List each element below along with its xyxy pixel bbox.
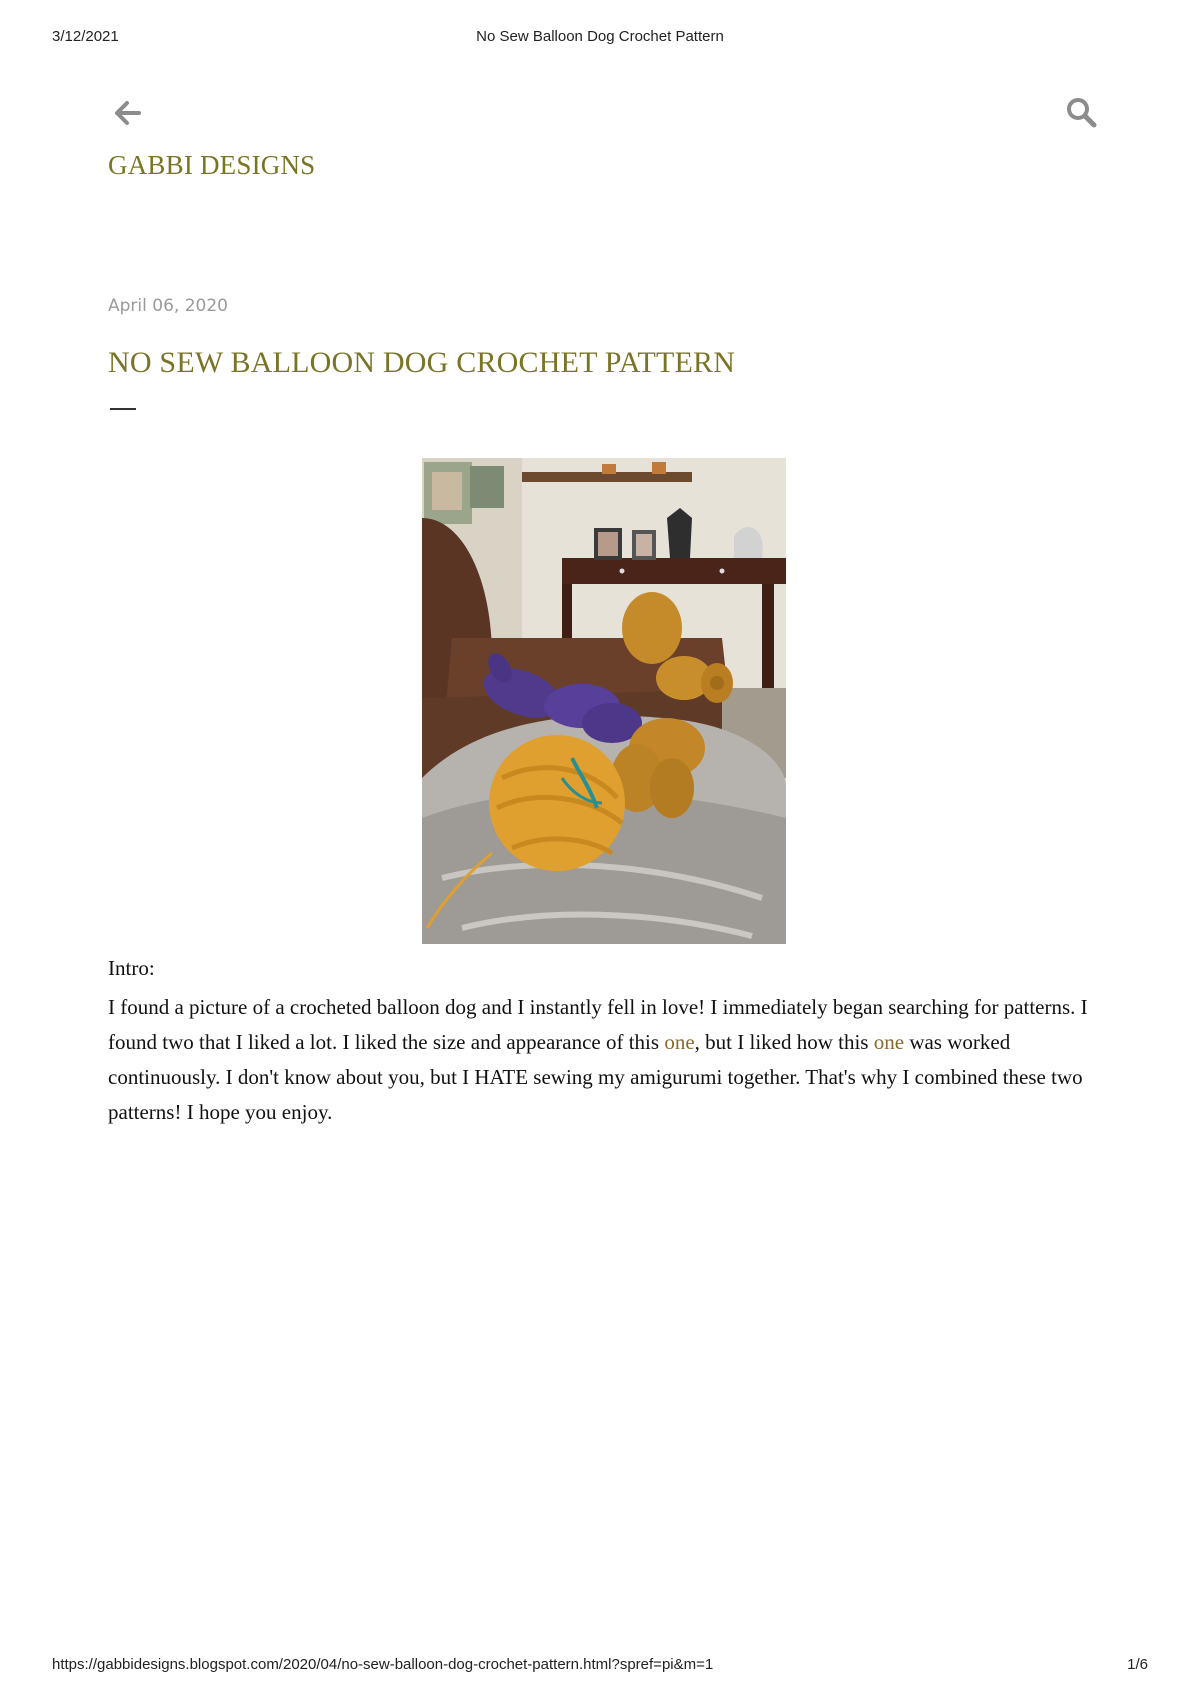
intro-paragraph xyxy=(108,990,1100,1130)
intro-text-part1: I found a picture of a crocheted balloon dog and I instantly fell in love! I immediately began searching for patterns. I found two that I liked a lot. I liked the size and appearance of this xyxy=(108,995,1088,1054)
balloon-dog-photo-illustration xyxy=(422,458,786,944)
pattern-link-2[interactable]: one xyxy=(873,1030,905,1054)
arrow-left-icon xyxy=(110,96,144,130)
site-title[interactable]: GABBI DESIGNS xyxy=(108,150,316,180)
print-url: https://gabbidesigns.blogspot.com/2020/04/no-sew-balloon-dog-crochet-pattern.html?spref=pi&m=1 xyxy=(52,1656,714,1673)
print-header xyxy=(0,28,1200,48)
intro-text-part3: was worked continuously. I don't know about you, but I HATE sewing my amigurumi together. That's why I combined these two patterns! I hope you enjoy. xyxy=(108,1030,1083,1124)
print-page-title: No Sew Balloon Dog Crochet Pattern xyxy=(476,28,724,45)
print-footer xyxy=(0,1656,1200,1676)
search-button[interactable] xyxy=(1065,96,1099,130)
title-divider xyxy=(110,408,136,410)
intro-label: Intro: xyxy=(108,956,155,980)
post-date: April 06, 2020 xyxy=(108,296,228,316)
back-button[interactable] xyxy=(110,96,144,130)
intro-text-part2: , but I liked how this xyxy=(694,1030,874,1054)
post-title: NO SEW BALLOON DOG CROCHET PATTERN xyxy=(108,346,736,379)
print-date: 3/12/2021 xyxy=(52,28,119,45)
search-icon xyxy=(1065,96,1099,130)
post-photo xyxy=(422,458,786,944)
pattern-link-1[interactable]: one xyxy=(664,1030,695,1054)
print-page-number: 1/6 xyxy=(1127,1656,1148,1673)
